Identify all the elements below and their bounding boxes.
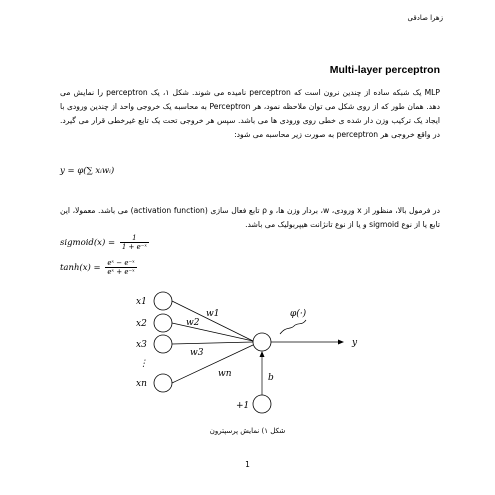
sigmoid-denominator: 1 + e⁻ˣ bbox=[121, 243, 147, 251]
activation-curve bbox=[280, 320, 306, 334]
intro-paragraph: MLP یک شبکه ساده از چندین نرون است که perceptron نامیده می شوند. شکل ۱، یک perceptron را نمایش می دهد. همان طور که از روی شکل می توان ملاحظه نمود، هر Perceptron به محاسبه یک خروجی واحد از چندین ورودی با ایجاد یک ترکیب وزن دار شده ی خطی روی ورودی ها می باشد. سپس هر خروجی تحت یک تابع غیرخطی قرار می گیرد. در واقع خروجی هر perceptron به صورت زیر محاسبه می شود: bbox=[60, 88, 440, 139]
bias-input-label: +1 bbox=[236, 401, 250, 411]
figure-caption: شکل ۱) نمایش پرسپترون bbox=[209, 427, 286, 435]
sigmoid-lhs: sigmoid(x) = bbox=[60, 238, 116, 248]
input-node-1 bbox=[154, 292, 172, 310]
weight-edge-3 bbox=[172, 342, 253, 344]
weight-label-3: w3 bbox=[190, 348, 204, 358]
bias-weight-label: b bbox=[268, 373, 274, 383]
perceptron-equation-text: y = φ(∑ xᵢwᵢ) bbox=[60, 166, 115, 176]
formula-explanation-paragraph: در فرمول بالا، منظور از x ورودی، w، بردار وزن ها، و ρ تابع فعال سازی (activation function) می باشد. معمولا، این تابع یا از نوع sigmoid و یا از نوع تانژانت هیپربولیک می باشد. bbox=[60, 206, 440, 229]
output-arrowhead bbox=[338, 340, 344, 345]
input-node-2 bbox=[154, 314, 172, 332]
weight-edge-2 bbox=[172, 323, 253, 341]
bias-node bbox=[253, 395, 271, 413]
neuron-node bbox=[253, 333, 271, 351]
weight-label-2: w2 bbox=[186, 318, 200, 328]
weight-label-1: w1 bbox=[206, 309, 220, 319]
author-name: زهرا صادقی bbox=[407, 14, 443, 22]
input-label-2: x2 bbox=[136, 319, 147, 329]
input-node-3 bbox=[154, 335, 172, 353]
section-title: Multi-layer perceptron bbox=[329, 64, 440, 76]
sigmoid-numerator: 1 bbox=[120, 234, 149, 243]
bias-arrowhead bbox=[260, 351, 265, 357]
output-label: y bbox=[352, 338, 358, 348]
tanh-numerator: eˣ − e⁻ˣ bbox=[107, 259, 135, 267]
page-number: 1 bbox=[245, 460, 250, 469]
tanh-lhs: tanh(x) = bbox=[60, 263, 101, 273]
input-label-3: x3 bbox=[136, 340, 147, 350]
input-label-1: x1 bbox=[136, 297, 147, 307]
weight-edge-n bbox=[172, 345, 253, 383]
input-node-n bbox=[154, 374, 172, 392]
tanh-denominator: eˣ + e⁻ˣ bbox=[107, 268, 135, 276]
weight-label-n: wn bbox=[218, 369, 232, 379]
input-label-ellipsis: ⋮ bbox=[139, 359, 148, 369]
activation-label: φ(·) bbox=[290, 309, 307, 319]
input-label-n: xn bbox=[136, 379, 147, 389]
weight-edge-1 bbox=[172, 301, 253, 341]
